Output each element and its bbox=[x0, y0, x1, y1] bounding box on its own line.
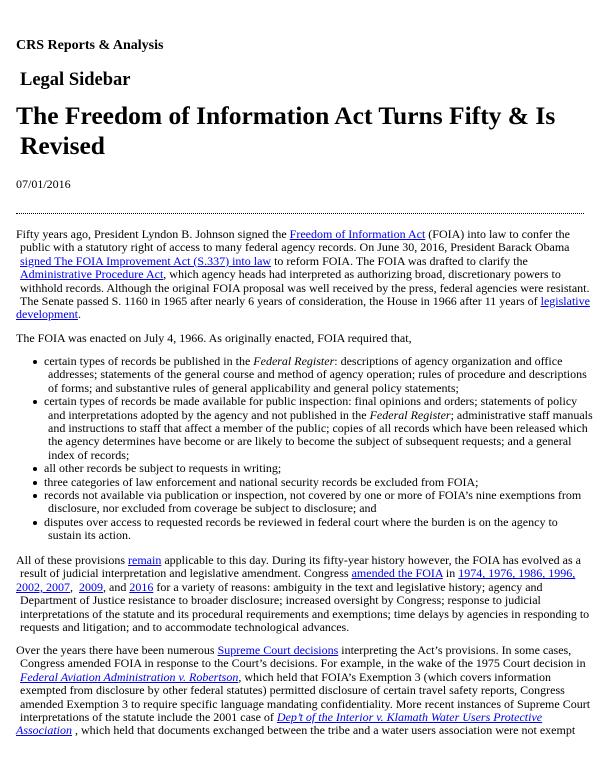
text-line bbox=[16, 228, 588, 241]
amendments-paragraph bbox=[16, 554, 588, 634]
page-title-line-1: The Freedom of Information Act Turns Fifty & Is bbox=[16, 101, 556, 130]
text: , which agency heads had interpreted as authorizing broad, discretionary powers to bbox=[163, 267, 561, 282]
text-line bbox=[16, 255, 588, 268]
link-interior-v-klamath[interactable]: Dep’t of the Interior v. Klamath Water Users Protective bbox=[276, 710, 543, 725]
text-line: Department of Justice resistance to broader disclosure; increased oversight by Congress; response to judicial bbox=[20, 593, 541, 608]
requirements-list bbox=[16, 355, 596, 543]
text-line: amended Exemption 3 to require specific language mandating confidentiality. More recent instances of Supreme Court bbox=[20, 696, 591, 711]
text-line: the agency determines have become or are likely to become the subject of subsequent requests; and a general bbox=[48, 434, 572, 449]
bullet-icon bbox=[33, 467, 37, 471]
link-freedom-of-information-act[interactable]: Freedom of Information Act bbox=[289, 227, 426, 241]
text: , which held that FOIA’s Exemption 3 (which covers information bbox=[238, 669, 551, 684]
link-administrative-procedure-act[interactable]: Administrative Procedure Act bbox=[20, 267, 164, 282]
text: The Senate passed S. 1160 in 1965 after nearly 6 years of consideration, the House in 1966 after 11 years of bbox=[20, 294, 541, 309]
text: certain types of records be published in the bbox=[44, 354, 254, 368]
text-line: disputes over access to requested records be reviewed in federal court where the burden is on the agency to bbox=[44, 514, 558, 529]
link-legislative-development[interactable]: legislative bbox=[540, 294, 590, 309]
text: , bbox=[70, 579, 79, 594]
text: (FOIA) into law to confer the bbox=[425, 227, 570, 241]
text: , and bbox=[103, 579, 130, 594]
text: to reform FOIA. The FOIA was drafted to clarify the bbox=[271, 253, 528, 268]
list-item bbox=[16, 516, 596, 543]
text-line bbox=[16, 644, 588, 657]
page-title bbox=[16, 101, 591, 161]
text: All of these provisions bbox=[16, 553, 128, 567]
text: result of judicial interpretation and legislative amendment. Congress bbox=[20, 566, 352, 581]
text-line bbox=[44, 355, 596, 368]
link-2009[interactable]: 2009 bbox=[79, 579, 103, 594]
text-line: index of records; bbox=[48, 447, 130, 462]
text: ; administrative staff manuals bbox=[450, 407, 593, 422]
text-line: public with a statutory right of access to many federal agency records. On June 30, 2016, President Barack Obama bbox=[20, 240, 570, 255]
text-line: Congress amended FOIA in response to the Court’s decisions. For example, in the wake of the 1975 Court decision in bbox=[20, 656, 586, 671]
federal-register-italic: Federal Register bbox=[253, 354, 335, 368]
text-line: three categories of law enforcement and national security records be excluded from FOIA; bbox=[44, 474, 479, 489]
link-signed-foia-improvement-act[interactable]: signed The FOIA Improvement Act (S.337) into law bbox=[20, 253, 272, 268]
link-legislative-development-cont[interactable]: development bbox=[16, 307, 78, 322]
text: for a variety of reasons: ambiguity in the text and legislative history; agency and bbox=[153, 579, 543, 594]
text-line: disclosure, nor excluded from coverage be subject to disclosure; and bbox=[48, 501, 377, 516]
text: Over the years there have been numerous bbox=[16, 643, 218, 657]
dotted-divider bbox=[16, 213, 584, 214]
bullet-icon bbox=[33, 481, 37, 485]
text-line: addresses; statements of the general course and method of agency operation; rules of procedure and descriptions bbox=[48, 367, 587, 382]
text-line bbox=[16, 724, 588, 737]
text-line bbox=[16, 581, 588, 594]
text-line bbox=[44, 409, 596, 422]
supreme-court-paragraph bbox=[16, 643, 591, 738]
enactment-paragraph bbox=[16, 332, 588, 345]
publication-date: 07/01/2016 bbox=[16, 177, 71, 191]
text-line: exempted from disclosure by other federal statutes) permitted disclosure of certain travel safety reports, Congress bbox=[20, 683, 565, 698]
text: : descriptions of agency organization and office bbox=[334, 354, 563, 368]
list-item bbox=[16, 395, 596, 462]
link-supreme-court-decisions[interactable]: Supreme Court decisions bbox=[217, 643, 339, 657]
text: interpretations of the statute include the 2001 case of bbox=[20, 710, 277, 725]
list-item bbox=[16, 462, 596, 475]
text-line: of forms; and substantive rules of general applicability and general policy statements; bbox=[48, 380, 459, 395]
text: in bbox=[442, 566, 459, 581]
text-line bbox=[16, 295, 588, 308]
text-line: certain types of records be made available for public inspection: final opinions and orders; statements of policy bbox=[44, 394, 578, 409]
text-line bbox=[16, 554, 588, 567]
bullet-icon bbox=[33, 521, 37, 525]
bullet-icon bbox=[33, 494, 37, 498]
federal-register-italic: Federal Register bbox=[369, 407, 451, 422]
text-line bbox=[16, 268, 588, 281]
text-line bbox=[16, 308, 588, 321]
text-line bbox=[16, 711, 588, 724]
link-2016[interactable]: 2016 bbox=[129, 579, 154, 594]
list-item bbox=[16, 489, 596, 516]
text-line: interpretations of the statute and its procedural requirements and exemptions; time delays by agencies in responding to bbox=[20, 606, 590, 621]
text: interpreting the Act’s provisions. In some cases, bbox=[338, 643, 572, 657]
text-line: records not available via publication or inspection, not covered by one or more of FOIA’s nine exemptions from bbox=[44, 488, 582, 503]
text-line: requests and litigation; and to accommodate technological advances. bbox=[20, 620, 350, 635]
link-faa-v-robertson[interactable]: Federal Aviation Administration v. Robertson bbox=[20, 669, 239, 684]
text-line: all other records be subject to requests in writing; bbox=[44, 461, 282, 476]
text-line: sustain its action. bbox=[48, 528, 131, 543]
text-line: and instructions to staff that affect a member of the public; copies of all records which have been released which bbox=[48, 421, 588, 436]
list-item bbox=[16, 476, 596, 489]
link-remain[interactable]: remain bbox=[128, 553, 162, 567]
link-interior-v-klamath-cont[interactable]: Association bbox=[16, 723, 72, 738]
series-heading: Legal Sidebar bbox=[20, 70, 131, 90]
text: , which held that documents exchanged between the tribe and a water users association were not exempt bbox=[72, 723, 576, 738]
text-line: withhold records. Although the original FOIA proposal was well received by the press, federal agencies were resistant. bbox=[20, 280, 590, 295]
text-line bbox=[16, 671, 588, 684]
link-amended-the-foia[interactable]: amended the FOIA bbox=[351, 566, 443, 581]
text: Fifty years ago, President Lyndon B. Johnson signed the bbox=[16, 227, 290, 241]
page-title-line-2: Revised bbox=[20, 131, 105, 160]
bullet-icon bbox=[33, 360, 37, 364]
intro-paragraph bbox=[16, 228, 588, 322]
list-item bbox=[16, 355, 596, 395]
text: and interpretations adopted by the agency and not published in the bbox=[48, 407, 370, 422]
bullet-icon bbox=[33, 400, 37, 404]
text-line bbox=[16, 567, 588, 580]
text: applicable to this day. During its fifty-year history however, the FOIA has evolved as a bbox=[161, 553, 581, 567]
publisher-heading: CRS Reports & Analysis bbox=[16, 38, 164, 53]
text: . bbox=[77, 307, 81, 322]
link-amendment-years[interactable]: 1974, 1976, 1986, 1996, bbox=[458, 566, 576, 581]
text-line: The FOIA was enacted on July 4, 1966. As originally enacted, FOIA required that, bbox=[16, 331, 412, 345]
link-amendment-years-cont[interactable]: 2002, 2007 bbox=[16, 579, 70, 594]
